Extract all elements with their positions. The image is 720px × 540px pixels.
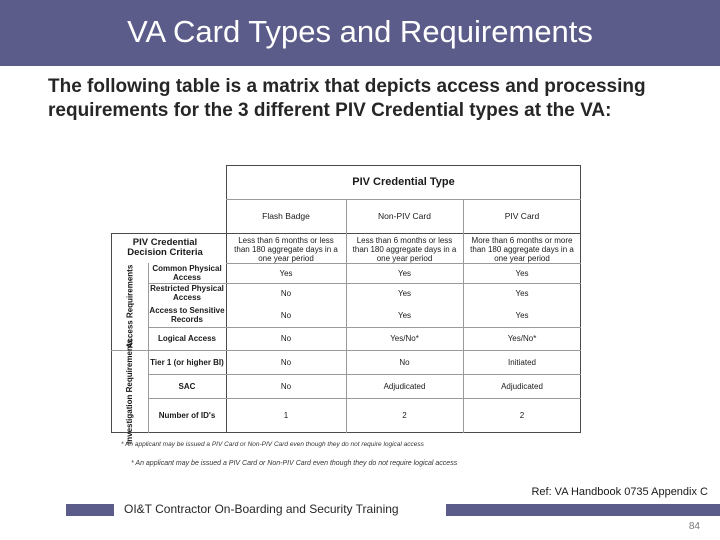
row-value: Yes xyxy=(279,268,293,278)
duration-piv-card: More than 6 months or more than 180 aggregate days in a one year period xyxy=(470,235,574,263)
row-value: No xyxy=(280,310,292,320)
row-label-restricted-physical-access: Restricted Physical Access xyxy=(150,284,224,302)
column-non-piv-card: Non-PIV Card xyxy=(378,210,431,221)
row-label-sac: SAC xyxy=(178,381,196,391)
row-value: 2 xyxy=(402,411,407,420)
slide-footnote: * An applicant may be issued a PIV Card or Non-PIV Card even though they do not require logical access xyxy=(131,460,458,467)
row-value: Yes/No* xyxy=(390,334,419,343)
duration-non-piv-card: Less than 6 months or less than 180 aggregate days in a one year period xyxy=(352,235,457,263)
matrix-footnote: * An applicant may be issued a PIV Card or Non-PIV Card even though they do not require logical access xyxy=(121,441,424,448)
piv-requirements-matrix xyxy=(111,165,581,450)
row-value: No xyxy=(399,357,410,367)
slide-title: VA Card Types and Requirements xyxy=(127,14,593,49)
row-label-access-to-sensitive-records: Access to Sensitive Records xyxy=(149,306,225,324)
row-label-common-physical-access: Common Physical Access xyxy=(152,264,222,282)
row-value: Yes xyxy=(515,310,529,320)
group-access-requirements: Access Requirements xyxy=(125,264,134,349)
matrix-header: PIV Credential Type xyxy=(352,175,455,188)
row-value: No xyxy=(280,288,292,298)
row-value: Yes xyxy=(397,268,412,278)
row-value: Yes xyxy=(397,310,412,320)
row-value: Yes xyxy=(515,288,529,298)
footer-accent-right xyxy=(446,504,720,516)
title-bar xyxy=(0,0,720,66)
reference-citation: Ref: VA Handbook 0735 Appendix C xyxy=(531,486,708,498)
row-label-tier-1: Tier 1 (or higher BI) xyxy=(150,357,224,367)
row-value: 2 xyxy=(519,411,525,420)
intro-text: The following table is a matrix that depicts access and processing requirements for the 3 different PIV Credential types at the VA: xyxy=(48,76,646,121)
row-value: No xyxy=(280,381,292,391)
group-investigation-requirements: Investigation Requirements xyxy=(125,339,135,444)
row-value: Initiated xyxy=(507,357,537,367)
footer-accent-left xyxy=(66,504,114,516)
row-value: No xyxy=(280,357,292,367)
row-value: No xyxy=(280,334,292,343)
duration-flash-badge: Less than 6 months or less than 180 aggregate days in a one year period xyxy=(234,235,338,263)
footer-text: OI&T Contractor On-Boarding and Security Training xyxy=(124,502,399,516)
column-flash-badge: Flash Badge xyxy=(262,210,310,221)
row-value: Yes xyxy=(397,288,412,298)
row-label-number-of-ids: Number of ID's xyxy=(158,411,216,420)
row-value: Yes/No* xyxy=(507,334,537,343)
page-number: 84 xyxy=(688,521,700,532)
column-piv-card: PIV Card xyxy=(504,210,540,221)
row-value: Adjudicated xyxy=(501,381,543,391)
row-value: Yes xyxy=(515,268,529,278)
decision-criteria-header: PIV Credential Decision Criteria xyxy=(127,237,203,258)
row-label-logical-access: Logical Access xyxy=(158,334,216,343)
row-value: 1 xyxy=(283,411,289,420)
row-value: Adjudicated xyxy=(383,381,426,391)
